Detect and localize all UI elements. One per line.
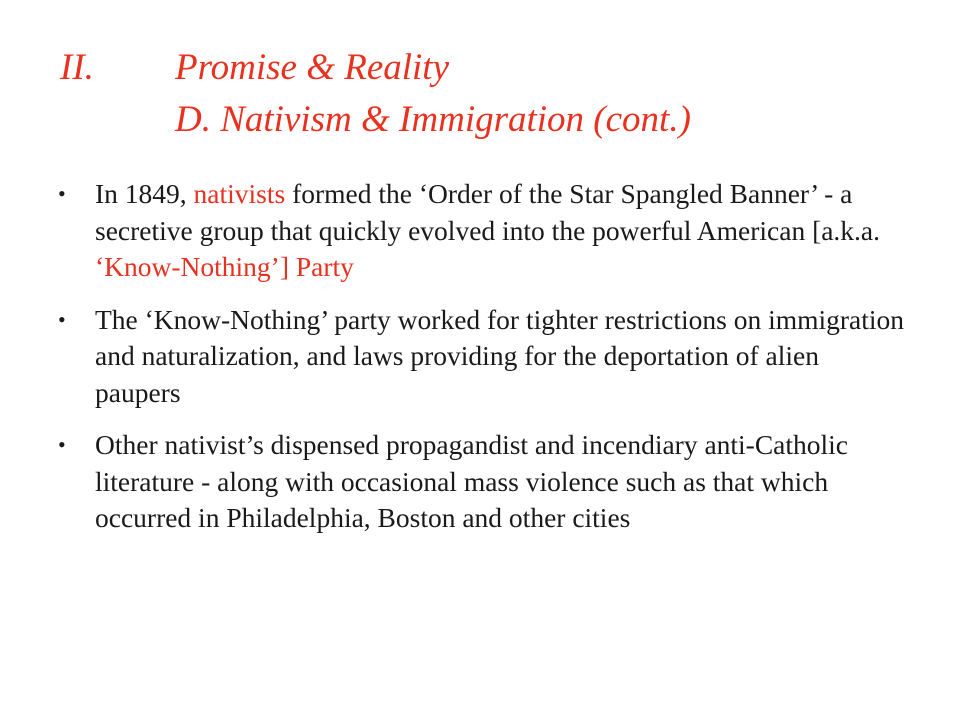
section-number: II. <box>60 47 94 88</box>
bullet-dot-icon: • <box>58 432 66 457</box>
highlight-know-nothing-party: ‘Know-Nothing’] Party <box>95 251 354 282</box>
bullet-text-part: formed the ‘Order of the Star Spangled Banner’ - a secretive group that quickly evolved into the powerful American [a.k.a. <box>95 178 881 246</box>
bullet-list <box>58 176 908 553</box>
bullet-text <box>95 178 880 282</box>
bullet-text: The ‘Know-Nothing’ party worked for tighter restrictions on immigration and naturalization, and laws providing for the deportation of alien paupers <box>95 303 905 408</box>
title-line-2 <box>60 94 920 146</box>
slide-title <box>60 42 920 146</box>
bullet-text-part: In 1849, <box>95 178 194 209</box>
bullet-item-anti-catholic-literature <box>58 427 908 537</box>
bullet-item-order-star-spangled-banner <box>58 176 908 286</box>
bullet-dot-icon: • <box>58 306 66 332</box>
bullet-dot-icon: • <box>58 181 66 206</box>
bullet-item-know-nothing-restrictions <box>58 302 908 412</box>
highlight-nativists: nativists <box>193 178 286 209</box>
title-indent <box>60 94 175 146</box>
title-line-1 <box>60 42 920 94</box>
subsection-title: D. Nativism & Immigration (cont.) <box>175 99 691 140</box>
section-title: Promise & Reality <box>175 47 450 88</box>
bullet-text: Other nativist’s dispensed propagandist and incendiary anti-Catholic literature - along with occasional mass violence such as that which occurred in Philadelphia, Boston and other cities <box>95 429 849 533</box>
